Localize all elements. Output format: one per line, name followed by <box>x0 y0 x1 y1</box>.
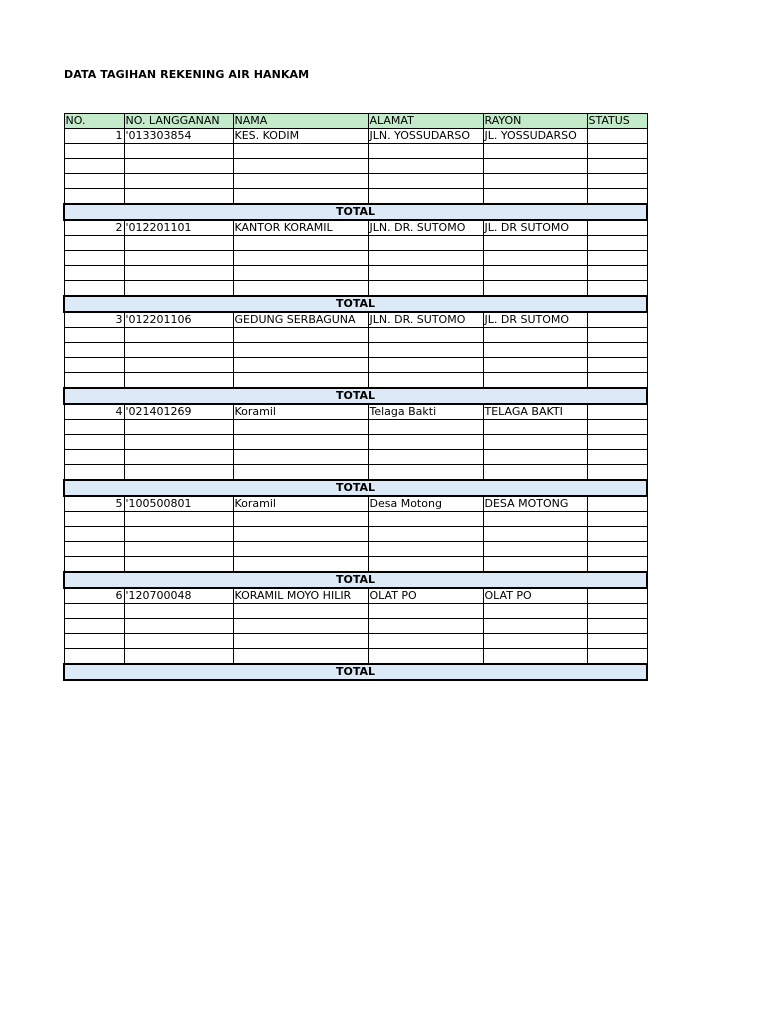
empty-cell[interactable] <box>587 343 647 358</box>
empty-cell[interactable] <box>368 343 483 358</box>
empty-cell[interactable] <box>368 604 483 619</box>
total-label[interactable]: TOTAL <box>64 388 647 404</box>
empty-cell[interactable] <box>233 266 368 281</box>
empty-cell[interactable] <box>368 328 483 343</box>
cell-no[interactable]: 1 <box>64 129 124 144</box>
col-header-no[interactable]: NO. <box>64 114 124 129</box>
empty-cell[interactable] <box>64 450 124 465</box>
empty-cell[interactable] <box>64 512 124 527</box>
cell-rayon[interactable]: TELAGA BAKTI <box>483 404 587 420</box>
total-label[interactable]: TOTAL <box>64 204 647 220</box>
empty-cell[interactable] <box>483 527 587 542</box>
cell-no[interactable]: 5 <box>64 496 124 512</box>
empty-cell[interactable] <box>368 251 483 266</box>
empty-row <box>64 450 647 465</box>
empty-row <box>64 465 647 481</box>
empty-cell[interactable] <box>587 373 647 389</box>
empty-row <box>64 373 647 389</box>
empty-cell[interactable] <box>368 512 483 527</box>
empty-cell[interactable] <box>368 634 483 649</box>
empty-row <box>64 159 647 174</box>
empty-cell[interactable] <box>64 420 124 435</box>
empty-row <box>64 281 647 297</box>
empty-cell[interactable] <box>64 281 124 297</box>
empty-cell[interactable] <box>124 373 233 389</box>
empty-cell[interactable] <box>64 435 124 450</box>
empty-row <box>64 144 647 159</box>
empty-row <box>64 649 647 665</box>
cell-no[interactable]: 2 <box>64 220 124 236</box>
empty-cell[interactable] <box>483 619 587 634</box>
empty-cell[interactable] <box>233 420 368 435</box>
empty-cell[interactable] <box>587 281 647 297</box>
empty-cell[interactable] <box>483 144 587 159</box>
empty-cell[interactable] <box>233 542 368 557</box>
cell-rayon[interactable]: JL. DR SUTOMO <box>483 312 587 328</box>
empty-cell[interactable] <box>368 435 483 450</box>
col-header-rayon[interactable]: RAYON <box>483 114 587 129</box>
empty-cell[interactable] <box>64 619 124 634</box>
empty-row <box>64 328 647 343</box>
table-row <box>64 588 647 604</box>
empty-row <box>64 358 647 373</box>
empty-cell[interactable] <box>587 527 647 542</box>
empty-cell[interactable] <box>483 435 587 450</box>
empty-cell[interactable] <box>124 281 233 297</box>
empty-cell[interactable] <box>587 144 647 159</box>
total-row <box>64 572 647 588</box>
empty-row <box>64 619 647 634</box>
empty-cell[interactable] <box>483 358 587 373</box>
empty-cell[interactable] <box>368 465 483 481</box>
empty-cell[interactable] <box>587 450 647 465</box>
empty-cell[interactable] <box>64 328 124 343</box>
empty-row <box>64 174 647 189</box>
total-label[interactable]: TOTAL <box>64 296 647 312</box>
empty-cell[interactable] <box>368 144 483 159</box>
cell-no-langganan[interactable]: '012201101 <box>124 220 233 236</box>
empty-cell[interactable] <box>64 159 124 174</box>
table-row <box>64 404 647 420</box>
empty-cell[interactable] <box>368 649 483 665</box>
empty-row <box>64 634 647 649</box>
empty-cell[interactable] <box>587 465 647 481</box>
empty-cell[interactable] <box>124 619 233 634</box>
empty-cell[interactable] <box>124 266 233 281</box>
cell-nama[interactable]: Koramil <box>233 404 368 420</box>
cell-alamat[interactable]: JLN. DR. SUTOMO <box>368 220 483 236</box>
cell-status[interactable] <box>587 588 647 604</box>
col-header-alamat[interactable]: ALAMAT <box>368 114 483 129</box>
empty-cell[interactable] <box>587 159 647 174</box>
empty-cell[interactable] <box>124 527 233 542</box>
total-row <box>64 204 647 220</box>
empty-row <box>64 343 647 358</box>
col-header-nama[interactable]: NAMA <box>233 114 368 129</box>
empty-row <box>64 420 647 435</box>
table-body <box>64 129 647 681</box>
empty-cell[interactable] <box>483 266 587 281</box>
empty-cell[interactable] <box>368 159 483 174</box>
empty-cell[interactable] <box>64 358 124 373</box>
cell-no-langganan[interactable]: '012201106 <box>124 312 233 328</box>
empty-cell[interactable] <box>587 328 647 343</box>
empty-cell[interactable] <box>233 450 368 465</box>
table-row <box>64 312 647 328</box>
empty-cell[interactable] <box>124 450 233 465</box>
cell-status[interactable] <box>587 312 647 328</box>
empty-cell[interactable] <box>233 144 368 159</box>
empty-cell[interactable] <box>233 634 368 649</box>
total-row <box>64 388 647 404</box>
empty-cell[interactable] <box>483 251 587 266</box>
empty-cell[interactable] <box>587 619 647 634</box>
empty-cell[interactable] <box>483 373 587 389</box>
empty-row <box>64 236 647 251</box>
empty-cell[interactable] <box>587 557 647 573</box>
cell-status[interactable] <box>587 496 647 512</box>
empty-cell[interactable] <box>483 420 587 435</box>
empty-cell[interactable] <box>587 542 647 557</box>
empty-cell[interactable] <box>587 420 647 435</box>
empty-cell[interactable] <box>483 343 587 358</box>
empty-cell[interactable] <box>587 236 647 251</box>
empty-cell[interactable] <box>64 634 124 649</box>
empty-row <box>64 512 647 527</box>
empty-cell[interactable] <box>483 450 587 465</box>
empty-cell[interactable] <box>64 465 124 481</box>
total-row <box>64 480 647 496</box>
empty-cell[interactable] <box>368 527 483 542</box>
empty-row <box>64 527 647 542</box>
cell-status[interactable] <box>587 220 647 236</box>
empty-cell[interactable] <box>483 236 587 251</box>
empty-cell[interactable] <box>233 159 368 174</box>
empty-cell[interactable] <box>368 619 483 634</box>
cell-no[interactable]: 4 <box>64 404 124 420</box>
cell-nama[interactable]: Koramil <box>233 496 368 512</box>
empty-cell[interactable] <box>64 236 124 251</box>
empty-cell[interactable] <box>587 358 647 373</box>
empty-cell[interactable] <box>587 649 647 665</box>
total-label[interactable]: TOTAL <box>64 572 647 588</box>
cell-rayon[interactable]: JL. YOSSUDARSO <box>483 129 587 144</box>
empty-cell[interactable] <box>233 435 368 450</box>
empty-cell[interactable] <box>124 604 233 619</box>
empty-cell[interactable] <box>368 542 483 557</box>
empty-cell[interactable] <box>64 266 124 281</box>
empty-cell[interactable] <box>587 174 647 189</box>
empty-cell[interactable] <box>483 189 587 205</box>
empty-row <box>64 557 647 573</box>
empty-row <box>64 604 647 619</box>
empty-cell[interactable] <box>483 281 587 297</box>
empty-cell[interactable] <box>368 358 483 373</box>
empty-cell[interactable] <box>368 450 483 465</box>
cell-nama[interactable]: GEDUNG SERBAGUNA <box>233 312 368 328</box>
empty-cell[interactable] <box>368 373 483 389</box>
empty-cell[interactable] <box>233 189 368 205</box>
empty-row <box>64 435 647 450</box>
empty-row <box>64 542 647 557</box>
empty-cell[interactable] <box>587 435 647 450</box>
total-label[interactable]: TOTAL <box>64 480 647 496</box>
empty-cell[interactable] <box>483 159 587 174</box>
empty-cell[interactable] <box>124 174 233 189</box>
empty-cell[interactable] <box>233 328 368 343</box>
empty-cell[interactable] <box>233 358 368 373</box>
cell-nama[interactable]: KES. KODIM <box>233 129 368 144</box>
cell-nama[interactable]: KANTOR KORAMIL <box>233 220 368 236</box>
empty-row <box>64 266 647 281</box>
table-row <box>64 129 647 144</box>
col-header-no-langganan[interactable]: NO. LANGGANAN <box>124 114 233 129</box>
empty-cell[interactable] <box>233 281 368 297</box>
empty-cell[interactable] <box>368 557 483 573</box>
empty-cell[interactable] <box>233 174 368 189</box>
empty-cell[interactable] <box>124 542 233 557</box>
cell-rayon[interactable]: JL. DR SUTOMO <box>483 220 587 236</box>
empty-cell[interactable] <box>587 251 647 266</box>
empty-cell[interactable] <box>124 159 233 174</box>
empty-cell[interactable] <box>587 634 647 649</box>
cell-no-langganan[interactable]: '021401269 <box>124 404 233 420</box>
cell-no-langganan[interactable]: '120700048 <box>124 588 233 604</box>
cell-alamat[interactable]: JLN. YOSSUDARSO <box>368 129 483 144</box>
empty-cell[interactable] <box>587 266 647 281</box>
cell-status[interactable] <box>587 129 647 144</box>
cell-no[interactable]: 3 <box>64 312 124 328</box>
empty-cell[interactable] <box>233 373 368 389</box>
empty-cell[interactable] <box>368 420 483 435</box>
empty-cell[interactable] <box>483 557 587 573</box>
table-row <box>64 220 647 236</box>
empty-cell[interactable] <box>368 174 483 189</box>
empty-cell[interactable] <box>483 328 587 343</box>
empty-cell[interactable] <box>64 144 124 159</box>
cell-alamat[interactable]: Desa Motong <box>368 496 483 512</box>
empty-cell[interactable] <box>233 604 368 619</box>
empty-cell[interactable] <box>587 604 647 619</box>
empty-cell[interactable] <box>124 189 233 205</box>
empty-cell[interactable] <box>368 266 483 281</box>
empty-cell[interactable] <box>368 236 483 251</box>
billing-table <box>63 113 648 681</box>
empty-cell[interactable] <box>483 604 587 619</box>
empty-cell[interactable] <box>124 358 233 373</box>
empty-cell[interactable] <box>64 557 124 573</box>
sheet-title: DATA TAGIHAN REKENING AIR HANKAM <box>64 68 310 81</box>
empty-cell[interactable] <box>64 373 124 389</box>
empty-cell[interactable] <box>483 512 587 527</box>
table-row <box>64 496 647 512</box>
empty-cell[interactable] <box>587 512 647 527</box>
empty-cell[interactable] <box>483 649 587 665</box>
empty-cell[interactable] <box>483 174 587 189</box>
empty-cell[interactable] <box>233 236 368 251</box>
cell-alamat[interactable]: Telaga Bakti <box>368 404 483 420</box>
empty-cell[interactable] <box>124 328 233 343</box>
cell-status[interactable] <box>587 404 647 420</box>
col-header-status[interactable]: STATUS <box>587 114 647 129</box>
empty-cell[interactable] <box>124 634 233 649</box>
empty-cell[interactable] <box>64 527 124 542</box>
empty-cell[interactable] <box>233 512 368 527</box>
cell-nama[interactable]: KORAMIL MOYO HILIR <box>233 588 368 604</box>
empty-cell[interactable] <box>483 634 587 649</box>
empty-cell[interactable] <box>64 542 124 557</box>
empty-cell[interactable] <box>587 189 647 205</box>
cell-no-langganan[interactable]: '013303854 <box>124 129 233 144</box>
empty-cell[interactable] <box>64 649 124 665</box>
cell-alamat[interactable]: OLAT PO <box>368 588 483 604</box>
empty-cell[interactable] <box>233 343 368 358</box>
total-row <box>64 664 647 680</box>
empty-cell[interactable] <box>64 251 124 266</box>
total-row <box>64 296 647 312</box>
cell-rayon[interactable]: DESA MOTONG <box>483 496 587 512</box>
empty-row <box>64 251 647 266</box>
cell-no-langganan[interactable]: '100500801 <box>124 496 233 512</box>
empty-cell[interactable] <box>233 649 368 665</box>
header-row <box>64 114 647 129</box>
empty-cell[interactable] <box>124 236 233 251</box>
empty-cell[interactable] <box>124 435 233 450</box>
empty-cell[interactable] <box>124 420 233 435</box>
empty-cell[interactable] <box>483 465 587 481</box>
empty-cell[interactable] <box>124 144 233 159</box>
empty-cell[interactable] <box>483 542 587 557</box>
empty-cell[interactable] <box>233 527 368 542</box>
empty-cell[interactable] <box>64 189 124 205</box>
cell-rayon[interactable]: OLAT PO <box>483 588 587 604</box>
empty-cell[interactable] <box>233 557 368 573</box>
empty-cell[interactable] <box>368 189 483 205</box>
empty-cell[interactable] <box>124 465 233 481</box>
empty-cell[interactable] <box>368 281 483 297</box>
empty-row <box>64 189 647 205</box>
cell-alamat[interactable]: JLN. DR. SUTOMO <box>368 312 483 328</box>
empty-cell[interactable] <box>64 343 124 358</box>
empty-cell[interactable] <box>124 512 233 527</box>
empty-cell[interactable] <box>233 251 368 266</box>
cell-no[interactable]: 6 <box>64 588 124 604</box>
empty-cell[interactable] <box>124 251 233 266</box>
empty-cell[interactable] <box>233 619 368 634</box>
empty-cell[interactable] <box>124 557 233 573</box>
total-label[interactable]: TOTAL <box>64 664 647 680</box>
empty-cell[interactable] <box>124 649 233 665</box>
empty-cell[interactable] <box>124 343 233 358</box>
empty-cell[interactable] <box>64 174 124 189</box>
empty-cell[interactable] <box>233 465 368 481</box>
empty-cell[interactable] <box>64 604 124 619</box>
